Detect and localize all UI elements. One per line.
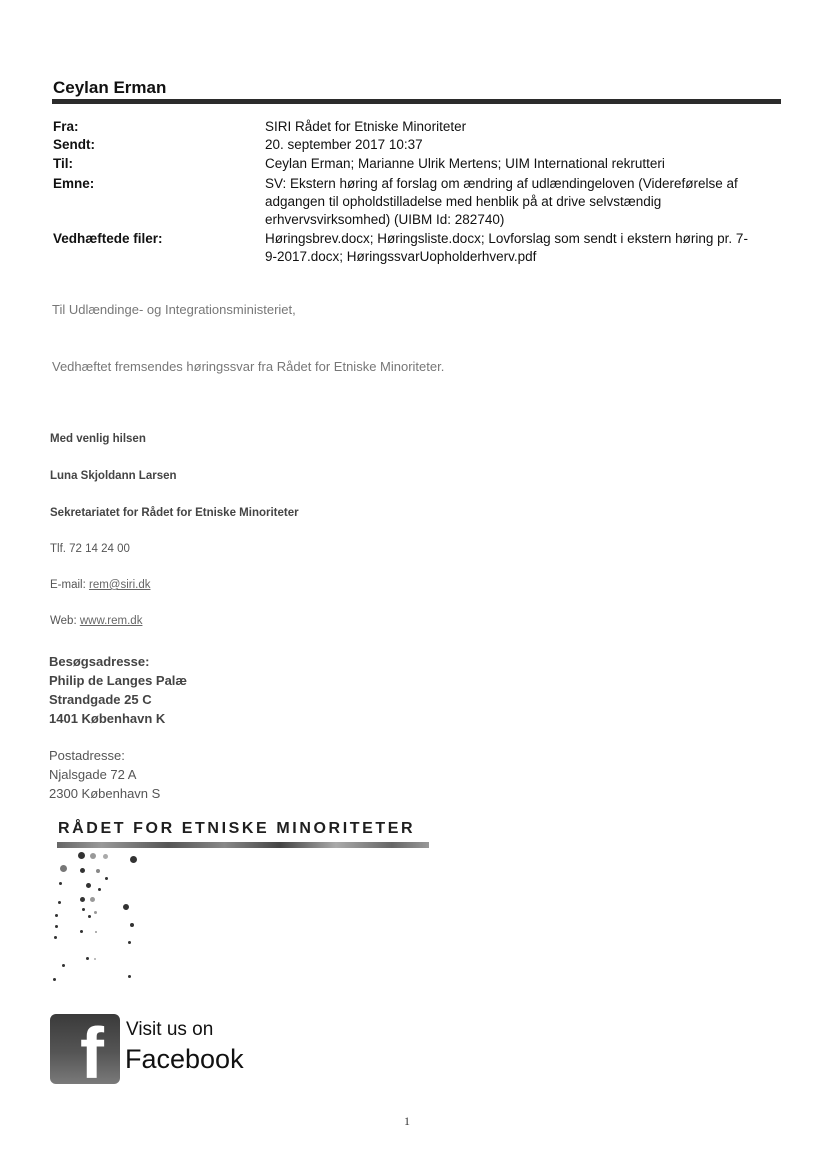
- subject-value: SV: Ekstern høring af forslag om ændring af udlændingeloven (Videreførelse af adgangen til opholdstilladelse med henblik på at drive selvstændig erhvervsvirksomhed) (UIBM Id: 282740): [265, 176, 738, 227]
- phone: Tlf. 72 14 24 00: [50, 543, 130, 555]
- web-link[interactable]: www.rem.dk: [79, 615, 143, 627]
- visit-line-1: Philip de Langes Palæ: [49, 673, 187, 688]
- email-label: E-mail:: [50, 579, 89, 591]
- visit-heading: Besøgsadresse:: [49, 654, 150, 669]
- signer-name: Luna Skjoldann Larsen: [50, 470, 177, 482]
- post-line-2: 2300 København S: [49, 786, 161, 801]
- visit-line-3: 1401 København K: [49, 711, 166, 726]
- web-label: Web:: [50, 615, 80, 627]
- logo-title: RÅDET FOR ETNISKE MINORITETER: [58, 820, 416, 837]
- sender-name: Ceylan Erman: [53, 78, 167, 97]
- sent-value: 20. september 2017 10:37: [265, 137, 423, 152]
- email-link[interactable]: rem@siri.dk: [88, 579, 151, 591]
- message: Vedhæftet fremsendes høringssvar fra Rådet for Etniske Minoriteter.: [52, 359, 445, 374]
- post-heading: Postadresse:: [49, 748, 125, 763]
- page-number: 1: [404, 1114, 410, 1128]
- organization: Sekretariatet for Rådet for Etniske Minoriteter: [50, 507, 299, 519]
- attachments-value: Høringsbrev.docx; Høringsliste.docx; Lovforslag som sendt i ekstern høring pr. 7-9-2017.docx; HøringssvarUopholderhverv.pdf: [265, 231, 748, 264]
- to-label: Til:: [53, 156, 73, 171]
- facebook-visit-text[interactable]: Visit us on: [126, 1019, 214, 1040]
- header-divider: [52, 99, 781, 104]
- email-line: [50, 579, 151, 591]
- facebook-name[interactable]: Facebook: [125, 1044, 244, 1074]
- greeting: Til Udlændinge- og Integrationsministeriet,: [52, 302, 296, 317]
- facebook-icon[interactable]: [50, 1014, 120, 1084]
- web-line: [50, 615, 142, 627]
- closing: Med venlig hilsen: [50, 433, 146, 445]
- logo-dot-pattern: [50, 850, 150, 990]
- attachments-label: Vedhæftede filer:: [53, 231, 163, 246]
- sent-label: Sendt:: [53, 137, 95, 152]
- to-value: Ceylan Erman; Marianne Ulrik Mertens; UIM International rekrutteri: [265, 156, 665, 171]
- logo-bar: [57, 842, 429, 848]
- post-line-1: Njalsgade 72 A: [49, 767, 137, 782]
- from-label: Fra:: [53, 119, 79, 134]
- subject-label: Emne:: [53, 176, 95, 191]
- visit-line-2: Strandgade 25 C: [49, 692, 152, 707]
- from-value: SIRI Rådet for Etniske Minoriteter: [265, 119, 467, 134]
- facebook-f-glyph: f: [80, 1014, 104, 1084]
